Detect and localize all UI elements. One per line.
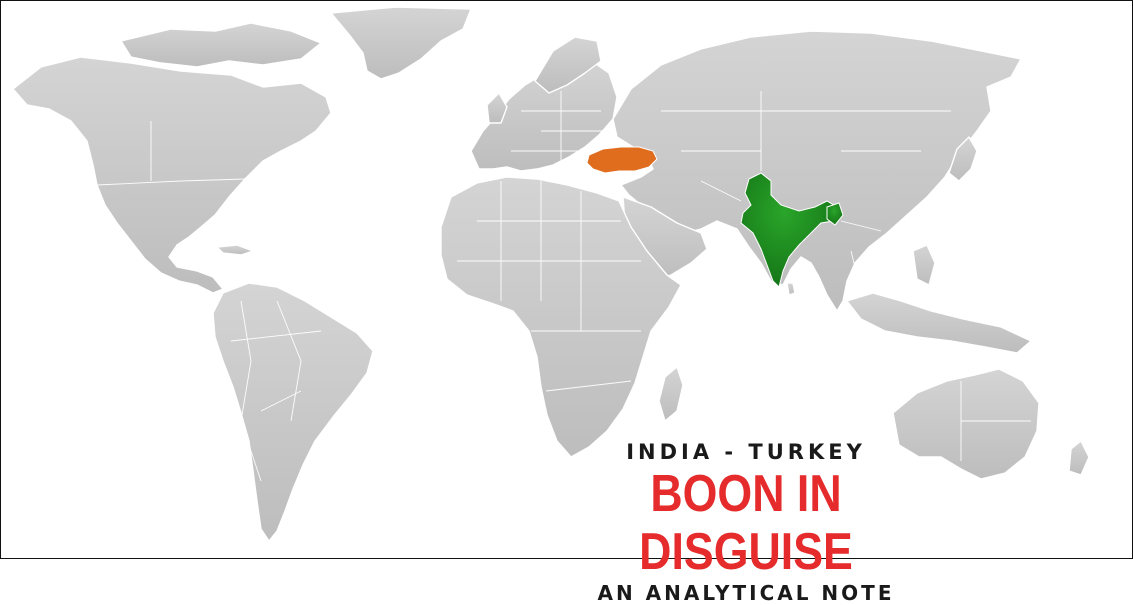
- title-block: [511, 439, 981, 605]
- philippines-landmass: [913, 245, 935, 285]
- sri-lanka-landmass: [787, 283, 795, 295]
- south-america-landmass: [213, 283, 373, 541]
- greenland-landmass: [331, 7, 471, 79]
- southeast-asia-islands: [847, 293, 1031, 353]
- new-zealand-landmass: [1069, 441, 1089, 475]
- turkey-highlight: [587, 147, 657, 173]
- madagascar-landmass: [659, 367, 683, 421]
- north-america-landmass: [13, 57, 331, 293]
- arctic-islands-landmass: [121, 23, 321, 67]
- subtitle: INDIA - TURKEY: [626, 440, 866, 464]
- tagline: AN ANALYTICAL NOTE: [597, 581, 895, 605]
- headline: BOON IN DISGUISE: [639, 465, 853, 581]
- caribbean-islands: [217, 245, 253, 255]
